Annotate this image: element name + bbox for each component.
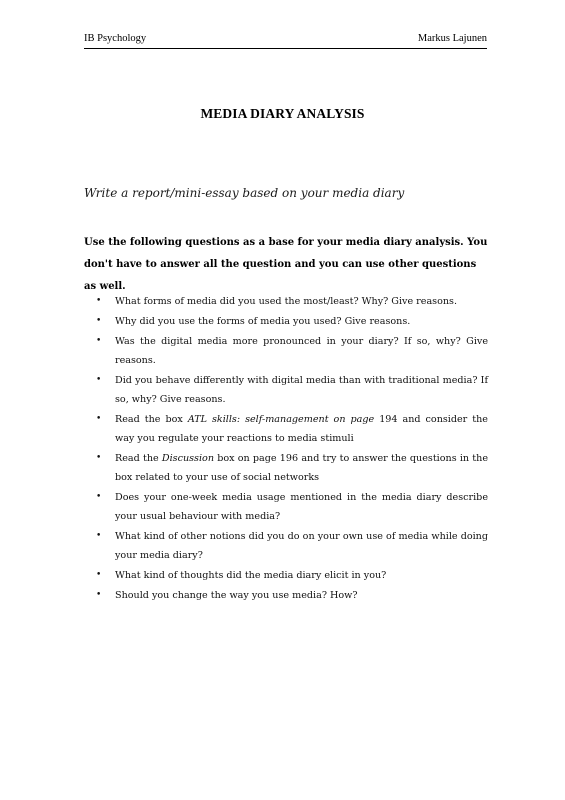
question-text: Does your one-week media usage mentioned in the media diary describe your usual behaviour with media?	[115, 491, 488, 523]
question-text-pre: Read the	[115, 452, 162, 464]
question-text: What kind of other notions did you do on your own use of media while doing your media diary?	[115, 531, 488, 562]
question-item	[96, 292, 488, 311]
question-item	[96, 312, 488, 331]
header-course: IB Psychology	[84, 33, 147, 44]
bullet-icon: •	[96, 452, 102, 463]
question-text: Did you behave differently with digital media than with traditional media? If so, why? Give reasons.	[115, 374, 488, 405]
question-text-emphasis: Discussion	[161, 452, 214, 464]
bullet-icon: •	[96, 374, 102, 385]
question-text-pre: Read the box	[115, 413, 188, 425]
question-item	[96, 371, 488, 410]
question-text-emphasis: ATL skills: self-management on page	[187, 413, 375, 425]
header-rule	[84, 48, 487, 49]
bullet-icon: •	[96, 589, 102, 600]
document-title: MEDIA DIARY ANALYSIS	[200, 106, 365, 121]
question-text: Should you change the way you use media? How?	[115, 589, 358, 601]
question-item	[96, 566, 488, 585]
bullet-icon: •	[96, 296, 102, 306]
question-item	[96, 527, 488, 566]
bullet-icon: •	[96, 491, 102, 502]
question-text-post: box on page 196 and try to answer the questions in the box related to your use of social networks	[115, 452, 488, 484]
question-text: Why did you use the forms of media you used? Give reasons.	[115, 315, 411, 327]
question-item	[96, 586, 488, 605]
header-author: Markus Lajunen	[417, 33, 487, 44]
question-list	[96, 292, 488, 606]
question-item	[96, 449, 488, 488]
document-subtitle: Write a report/mini-essay based on your media diary	[84, 186, 405, 200]
question-text: What forms of media did you used the most/least? Why? Give reasons.	[115, 296, 458, 307]
bullet-icon: •	[96, 335, 102, 346]
question-item	[96, 410, 488, 449]
bullet-icon: •	[96, 570, 102, 581]
bullet-icon: •	[96, 315, 102, 326]
question-text: Was the digital media more pronounced in your diary? If so, why? Give reasons.	[115, 335, 488, 366]
page-header	[84, 33, 487, 48]
question-text-post: 194 and consider the way you regulate your reactions to media stimuli	[115, 413, 488, 445]
bullet-icon: •	[96, 413, 102, 424]
bullet-icon: •	[96, 531, 102, 542]
question-item	[96, 332, 488, 371]
intro-paragraph: Use the following questions as a base for your media diary analysis. You don't have to answer all the question and you can use other questions as well.	[84, 237, 488, 292]
question-item	[96, 488, 488, 527]
question-text: What kind of thoughts did the media diary elicit in you?	[115, 570, 387, 582]
